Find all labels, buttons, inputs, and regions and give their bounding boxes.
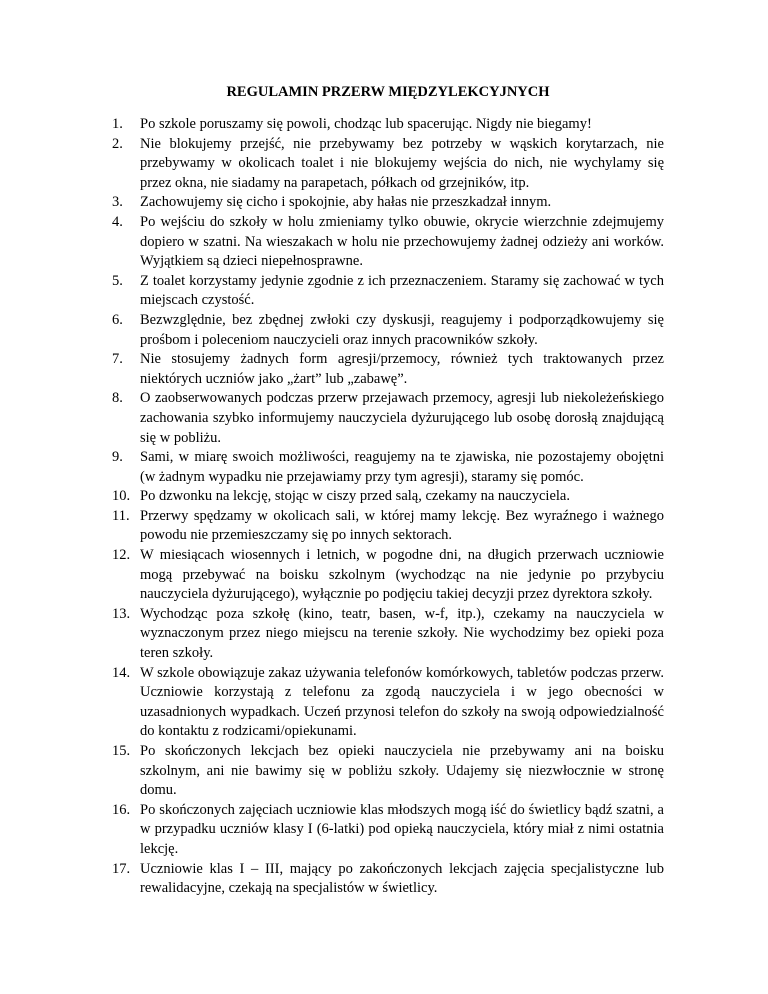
rule-text: Wychodząc poza szkołę (kino, teatr, basen, w-f, itp.), czekamy na nauczyciela w wyznaczonym przez niego miejscu na terenie szkoły. Nie wychodzimy bez opieki poza teren szkoły. [140, 605, 664, 662]
rule-item [112, 801, 664, 860]
rule-item [112, 193, 664, 213]
rule-number: 10. [112, 488, 131, 505]
rule-number: 6. [112, 311, 123, 328]
rule-number: 1. [112, 116, 123, 132]
rule-item [112, 135, 664, 194]
rule-text: Po skończonych lekcjach bez opieki nauczyciela nie przebywamy ani na boisku szkolnym, ani nie bawimy się w pobliżu szkoły. Udajemy się niezwłocznie w stronę domu. [140, 743, 664, 799]
rule-text: W miesiącach wiosennych i letnich, w pogodne dni, na długich przerwach uczniowie mogą przebywać na boisku szkolnym (wychodząc na nie jedynie po przybyciu nauczyciela dyżurującego), wyłącznie po podjęciu takiej decyzji przez dyrektora szkoły. [140, 547, 664, 603]
rule-number: 3. [112, 194, 123, 211]
rule-number: 17. [112, 860, 131, 877]
rule-text: Bezwzględnie, bez zbędnej zwłoki czy dyskusji, reagujemy i podporządkowujemy się prośbom i poleceniom nauczycieli oraz innych pracowników szkoły. [140, 311, 664, 348]
rule-item [112, 742, 664, 801]
rule-text: Po szkole poruszamy się powoli, chodząc lub spacerując. Nigdy nie biegamy! [140, 116, 592, 132]
rule-number: 4. [112, 213, 123, 230]
rule-text: Zachowujemy się cicho i spokojnie, aby hałas nie przeszkadzał innym. [140, 194, 552, 211]
rule-text: Nie blokujemy przejść, nie przebywamy bez potrzeby w wąskich korytarzach, nie przebywamy w okolicach toalet i nie blokujemy wejścia do nich, nie wychylamy się przez okna, nie siadamy na parapetach, półkach od grzejników, itp. [140, 135, 664, 191]
rule-item [112, 272, 664, 311]
rule-text: Po wejściu do szkoły w holu zmieniamy tylko obuwie, okrycie wierzchnie zdejmujemy dopiero w szatni. Na wieszakach w holu nie przechowujemy żadnej odzieży ani worków. Wyjątkiem są dzieci niepełnosprawne. [140, 213, 664, 270]
rule-text: Sami, w miarę swoich możliwości, reagujemy na te zjawiska, nie pozostajemy obojętni (w żadnym wypadku nie przejawiamy przy tym agresji), staramy się pomóc. [140, 449, 664, 485]
rule-number: 8. [112, 390, 123, 407]
rule-item [112, 507, 664, 546]
rule-item [112, 115, 664, 135]
rule-item [112, 605, 664, 664]
rule-item [112, 860, 664, 899]
rule-item [112, 487, 664, 507]
document-title: REGULAMIN PRZERW MIĘDZYLEKCYJNYCH [226, 84, 550, 100]
rule-number: 9. [112, 449, 123, 466]
rule-number: 15. [112, 743, 131, 759]
rule-text: O zaobserwowanych podczas przerw przejawach przemocy, agresji lub niekoleżeńskiego zachowania szybko informujemy nauczyciela dyżurującego lub osobę dorosłą znajdującą się w pobliżu. [140, 390, 664, 446]
rule-text: Po skończonych zajęciach uczniowie klas młodszych mogą iść do świetlicy bądź szatni, a w przypadku uczniów klasy I (6-latki) pod opieką nauczyciela, który miał z nimi ostatnia lekcję. [140, 801, 664, 857]
rule-number: 5. [112, 272, 123, 289]
rule-item [112, 350, 664, 389]
rule-text: Nie stosujemy żadnych form agresji/przemocy, również tych traktowanych przez niektórych uczniów jako „żart” lub „zabawę”. [140, 351, 664, 387]
rule-text: Z toalet korzystamy jedynie zgodnie z ich przeznaczeniem. Staramy się zachować w tych miejscach czystość. [140, 272, 664, 309]
rule-text: Przerwy spędzamy w okolicach sali, w której mamy lekcję. Bez wyraźnego i ważnego powodu nie przemieszczamy się po innych sektorach. [140, 507, 664, 544]
rule-number: 11. [112, 507, 130, 524]
rule-number: 16. [112, 801, 131, 818]
rule-text: Po dzwonku na lekcję, stojąc w ciszy przed salą, czekamy na nauczyciela. [140, 488, 570, 505]
rule-item [112, 213, 664, 272]
rule-number: 14. [112, 664, 131, 681]
rule-number: 2. [112, 135, 123, 152]
rule-item [112, 448, 664, 487]
rules-list [112, 115, 664, 899]
rule-number: 7. [112, 351, 123, 368]
rule-number: 13. [112, 605, 131, 622]
rule-item [112, 311, 664, 350]
rule-item [112, 546, 664, 605]
rule-text: W szkole obowiązuje zakaz używania telefonów komórkowych, tabletów podczas przerw. Uczniowie korzystają z telefonu za zgodą nauczyciela i w jego obecności w uzasadnionych wypadkach. Uczeń przynosi telefon do szkoły na swoją odpowiedzialność do kontaktu z rodzicami/opiekunami. [140, 664, 664, 740]
rule-item [112, 664, 664, 742]
rule-text: Uczniowie klas I – III, mający po zakończonych lekcjach zajęcia specjalistyczne lub rewalidacyjne, czekają na specjalistów w świetlicy. [140, 860, 664, 897]
rule-item [112, 389, 664, 448]
rule-number: 12. [112, 547, 131, 564]
